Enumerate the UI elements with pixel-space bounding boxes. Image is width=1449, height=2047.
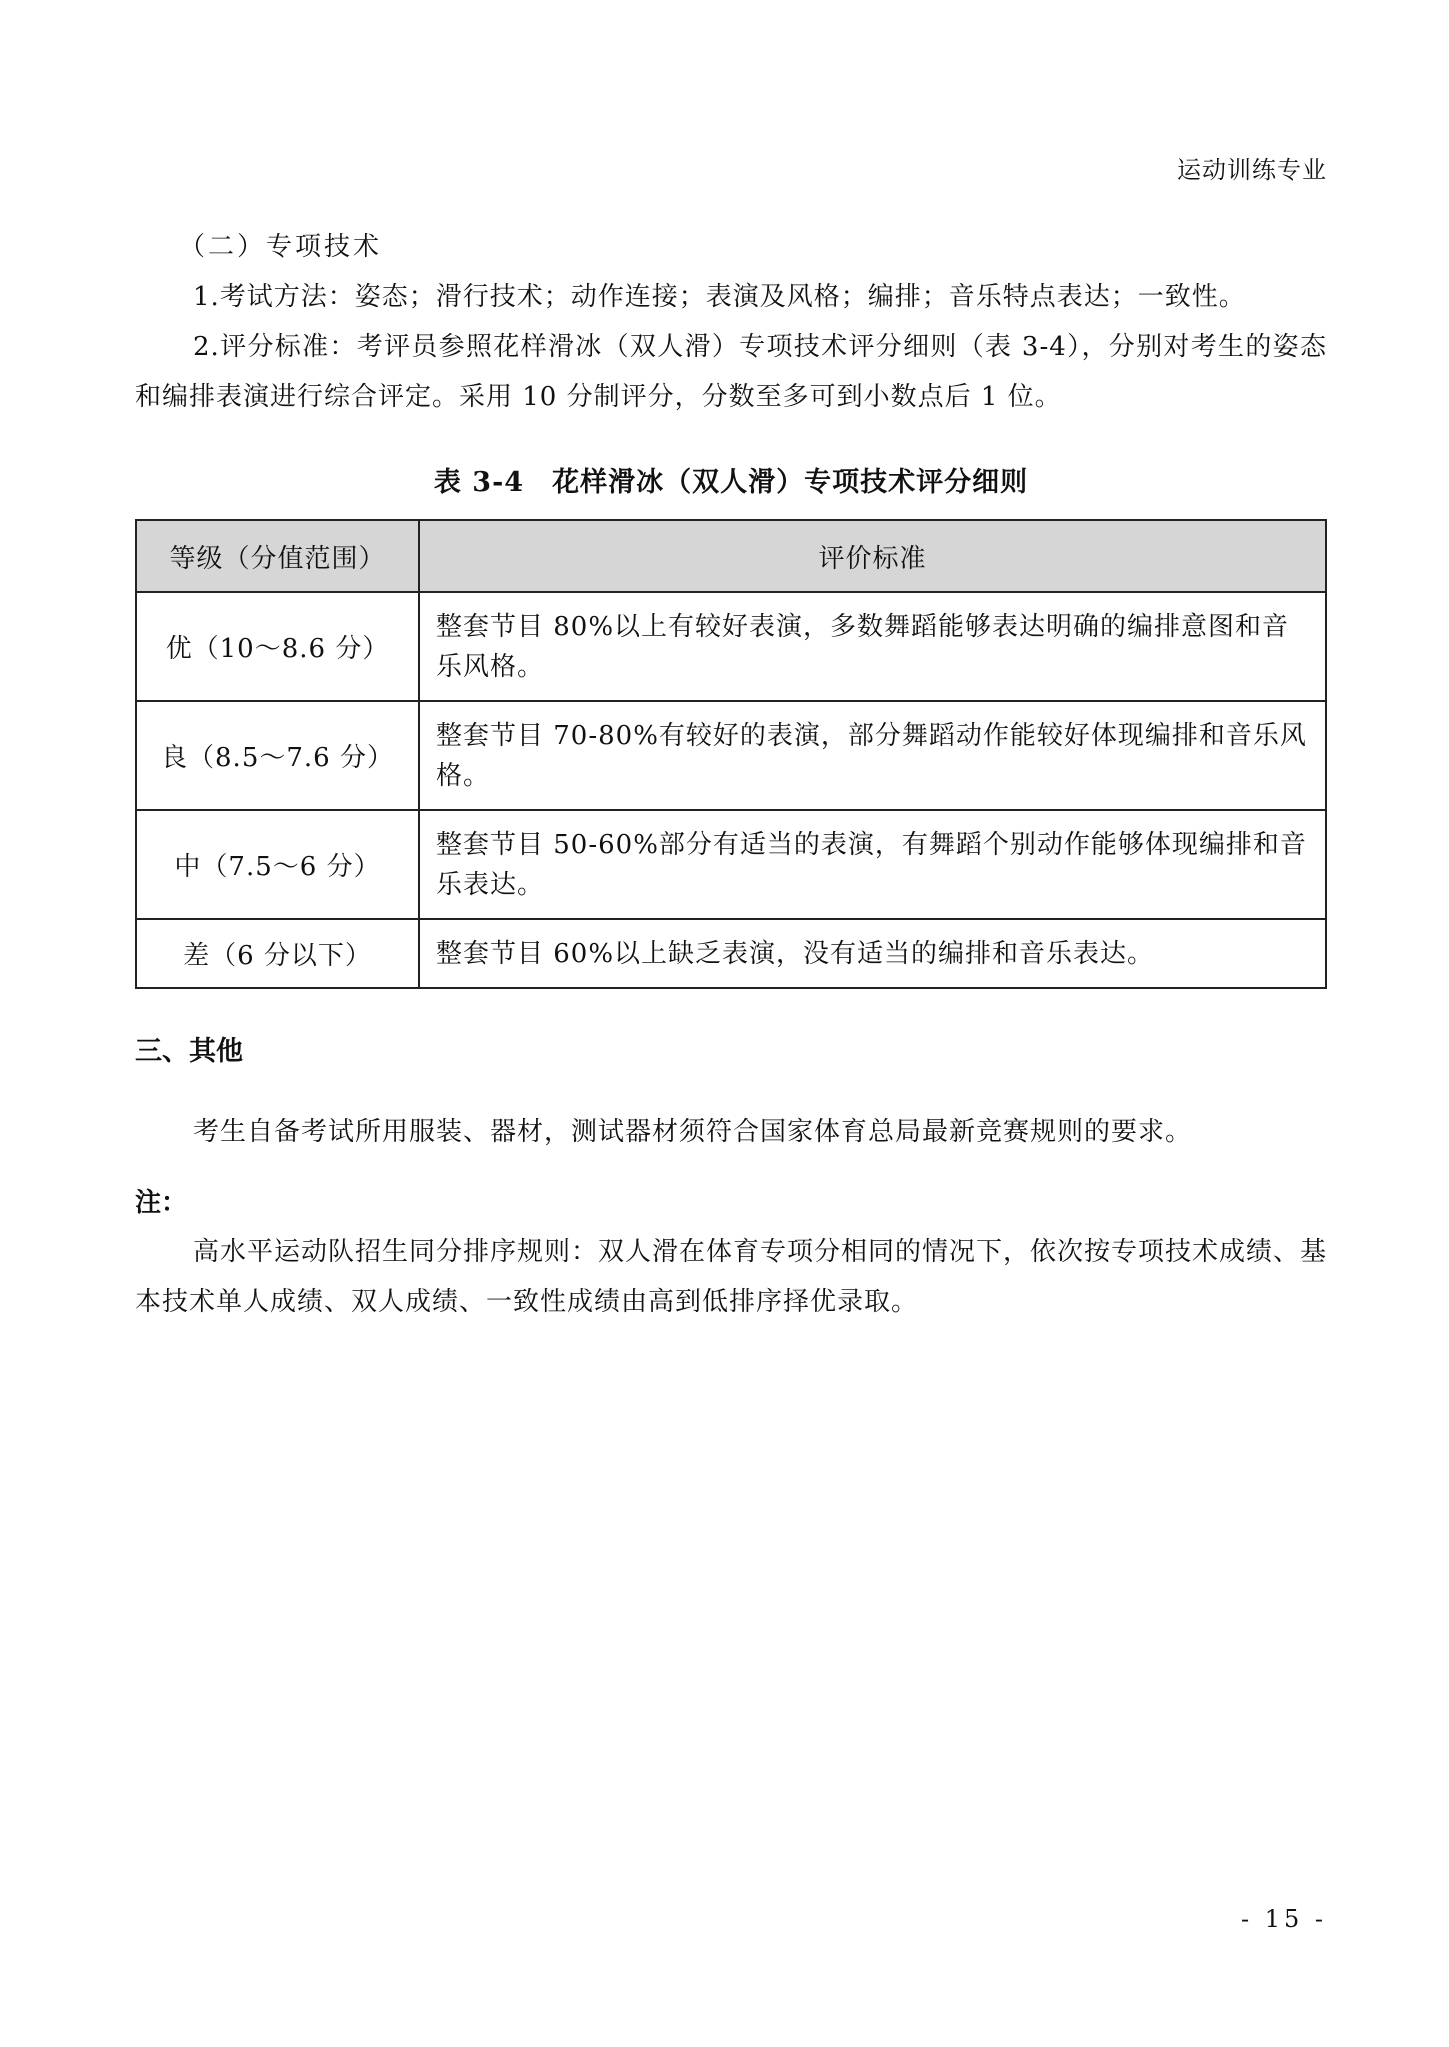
table-row [136, 919, 1326, 988]
section-heading-special-technique: （二）专项技术 [179, 232, 383, 262]
grade-cell: 中（7.5～6 分） [136, 810, 419, 919]
criteria-cell: 整套节目 50-60%部分有适当的表演，有舞蹈个别动作能够体现编排和音乐表达。 [419, 810, 1326, 919]
running-header: 运动训练专业 [1177, 156, 1327, 184]
exam-method-paragraph: 1.考试方法：姿态；滑行技术；动作连接；表演及风格；编排；音乐特点表达；一致性。 [193, 282, 1246, 312]
note-label: 注： [135, 1188, 188, 1218]
scoring-standard-paragraph: 2.评分标准：考评员参照花样滑冰（双人滑）专项技术评分细则（表 3-4），分别对考生的姿态和编排表演进行综合评定。采用 10 分制评分，分数至多可到小数点后 1 位。 [135, 332, 1327, 412]
table-title: 表 3-4 花样滑冰（双人滑）专项技术评分细则 [433, 467, 1029, 498]
grade-cell: 优（10～8.6 分） [136, 592, 419, 701]
criteria-cell: 整套节目 80%以上有较好表演，多数舞蹈能够表达明确的编排意图和音乐风格。 [419, 592, 1326, 701]
grade-cell: 良（8.5～7.6 分） [136, 701, 419, 810]
page-number: - 15 - [1240, 1905, 1327, 1933]
grade-cell: 差（6 分以下） [136, 919, 419, 988]
header-grade: 等级（分值范围） [136, 520, 419, 592]
table-row [136, 701, 1326, 810]
table-header-row [136, 520, 1326, 592]
other-paragraph: 考生自备考试所用服装、器材，测试器材须符合国家体育总局最新竞赛规则的要求。 [193, 1117, 1193, 1147]
table-row [136, 592, 1326, 701]
header-criteria: 评价标准 [419, 520, 1326, 592]
section-heading-other: 三、其他 [135, 1036, 243, 1067]
criteria-cell: 整套节目 70-80%有较好的表演，部分舞蹈动作能较好体现编排和音乐风格。 [419, 701, 1326, 810]
criteria-cell: 整套节目 60%以上缺乏表演，没有适当的编排和音乐表达。 [419, 919, 1326, 988]
note-paragraph: 高水平运动队招生同分排序规则：双人滑在体育专项分相同的情况下，依次按专项技术成绩、基本技术单人成绩、双人成绩、一致性成绩由高到低排序择优录取。 [135, 1237, 1328, 1317]
table-row [136, 810, 1326, 919]
page-body [135, 222, 1327, 1327]
scoring-rubric-table [135, 519, 1327, 989]
